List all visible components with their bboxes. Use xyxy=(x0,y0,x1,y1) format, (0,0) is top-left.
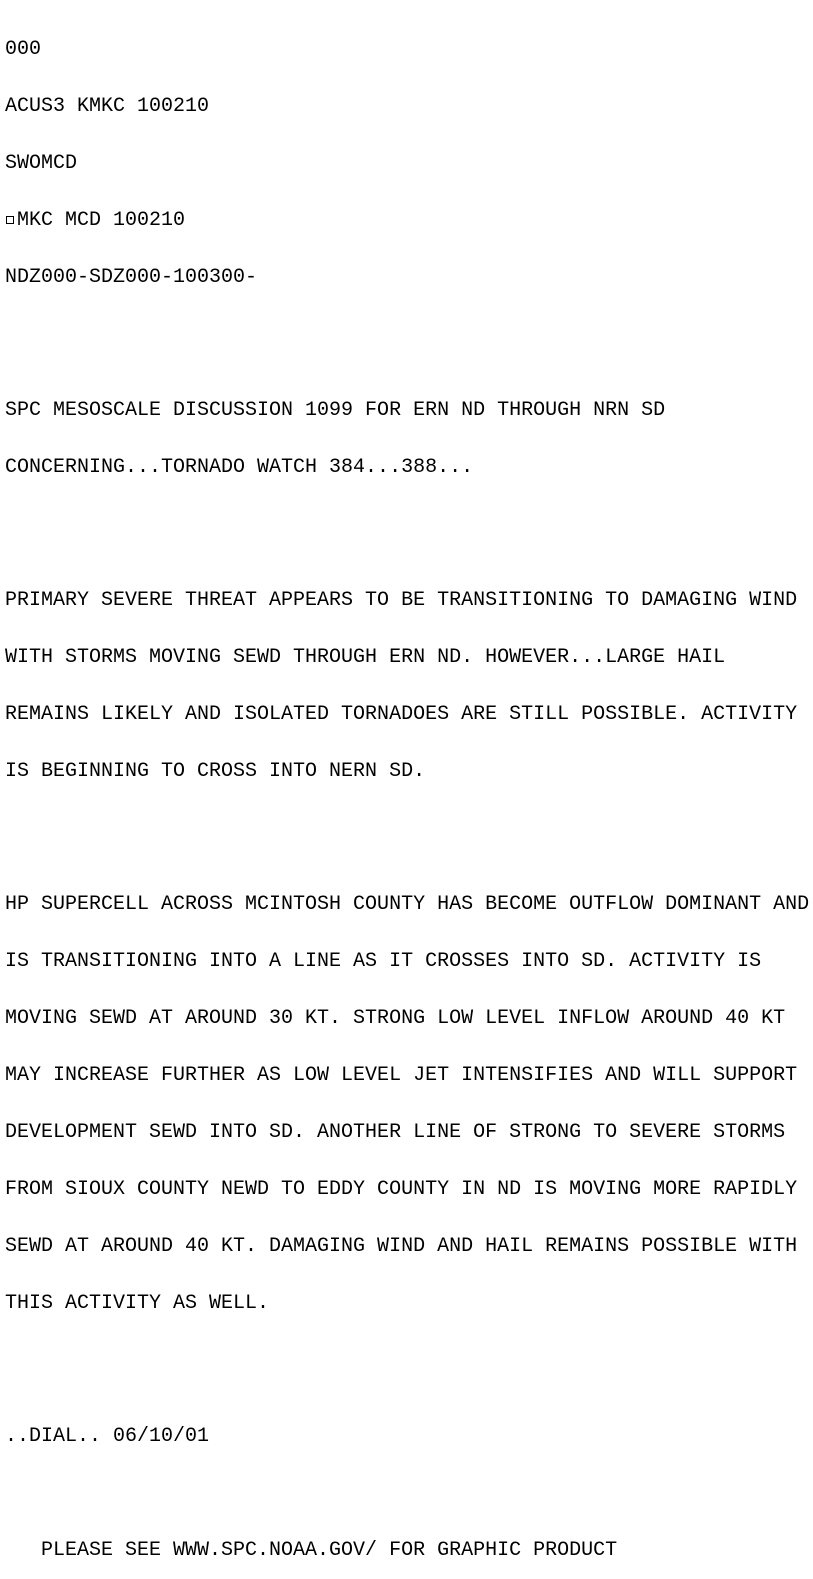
header-line-2: ACUS3 KMKC 100210 xyxy=(5,95,210,118)
paragraph2-line: MAY INCREASE FURTHER AS LOW LEVEL JET INTENSIFIES AND WILL SUPPORT xyxy=(5,1064,798,1087)
blank-line xyxy=(5,819,811,838)
signature-line: ..DIAL.. 06/10/01 xyxy=(5,1425,210,1448)
header-line-4-text: MKC MCD 100210 xyxy=(17,209,186,232)
paragraph2-line: THIS ACTIVITY AS WELL. xyxy=(5,1292,270,1315)
title-line-2: CONCERNING...TORNADO WATCH 384...388... xyxy=(5,456,474,479)
paragraph1-line: REMAINS LIKELY AND ISOLATED TORNADOES ARE STILL POSSIBLE. ACTIVITY xyxy=(5,703,798,726)
header-line-1: 000 xyxy=(5,38,42,61)
blank-line xyxy=(5,325,811,344)
box-glyph-icon xyxy=(6,216,14,224)
header-line-3: SWOMCD xyxy=(5,152,78,175)
discussion-document xyxy=(5,2,811,1562)
paragraph2-line: FROM SIOUX COUNTY NEWD TO EDDY COUNTY IN ND IS MOVING MORE RAPIDLY xyxy=(5,1178,798,1201)
title-line-1: SPC MESOSCALE DISCUSSION 1099 FOR ERN ND THROUGH NRN SD xyxy=(5,399,666,422)
header-line-4 xyxy=(5,211,811,230)
blank-line xyxy=(5,1351,811,1370)
paragraph1-line: IS BEGINNING TO CROSS INTO NERN SD. xyxy=(5,760,426,783)
header-line-5: NDZ000-SDZ000-100300- xyxy=(5,266,258,289)
blank-line xyxy=(5,515,811,534)
paragraph2-line: SEWD AT AROUND 40 KT. DAMAGING WIND AND HAIL REMAINS POSSIBLE WITH xyxy=(5,1235,798,1258)
paragraph2-line: IS TRANSITIONING INTO A LINE AS IT CROSSES INTO SD. ACTIVITY IS xyxy=(5,950,762,973)
paragraph1-line: PRIMARY SEVERE THREAT APPEARS TO BE TRANSITIONING TO DAMAGING WIND xyxy=(5,589,798,612)
paragraph1-line: WITH STORMS MOVING SEWD THROUGH ERN ND. HOWEVER...LARGE HAIL xyxy=(5,646,726,669)
paragraph2-line: MOVING SEWD AT AROUND 30 KT. STRONG LOW LEVEL INFLOW AROUND 40 KT xyxy=(5,1007,786,1030)
blank-line xyxy=(5,1484,811,1503)
paragraph2-line: HP SUPERCELL ACROSS MCINTOSH COUNTY HAS BECOME OUTFLOW DOMINANT AND xyxy=(5,893,810,916)
footer-line: PLEASE SEE WWW.SPC.NOAA.GOV/ FOR GRAPHIC PRODUCT xyxy=(5,1539,618,1562)
paragraph2-line: DEVELOPMENT SEWD INTO SD. ANOTHER LINE OF STRONG TO SEVERE STORMS xyxy=(5,1121,786,1144)
